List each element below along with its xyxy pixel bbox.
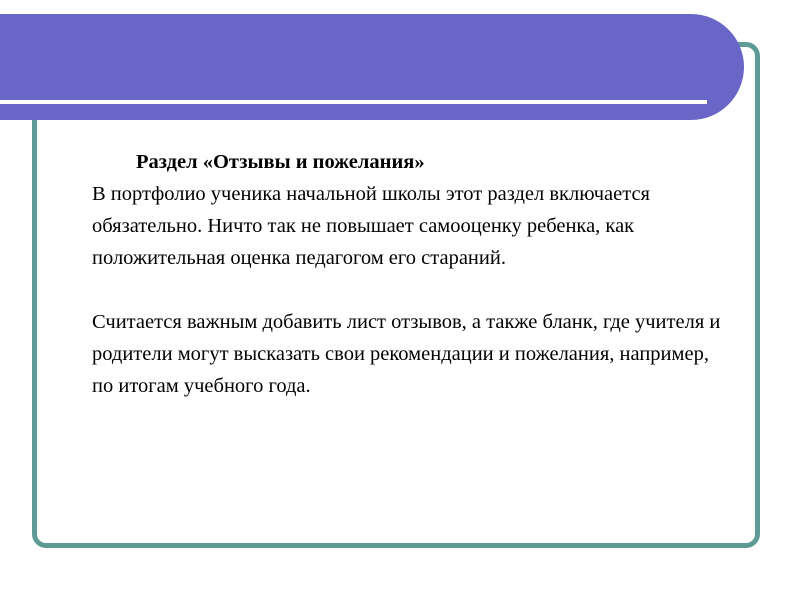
slide-body [92, 146, 732, 402]
header-divider-line [0, 100, 707, 104]
header-bar [0, 14, 744, 120]
paragraph-feedback-sheet: Считается важным добавить лист отзывов, а также бланк, где учителя и родители могут высказать свои рекомендации и пожелания, например, по итогам учебного года. [92, 311, 721, 397]
section-heading: Раздел «Отзывы и пожелания» [136, 151, 425, 173]
paragraph-intro: В портфолио ученика начальной школы этот раздел включается обязательно. Ничто так не повышает самооценку ребенка, как положительная оценка педагогом его стараний. [92, 183, 650, 269]
